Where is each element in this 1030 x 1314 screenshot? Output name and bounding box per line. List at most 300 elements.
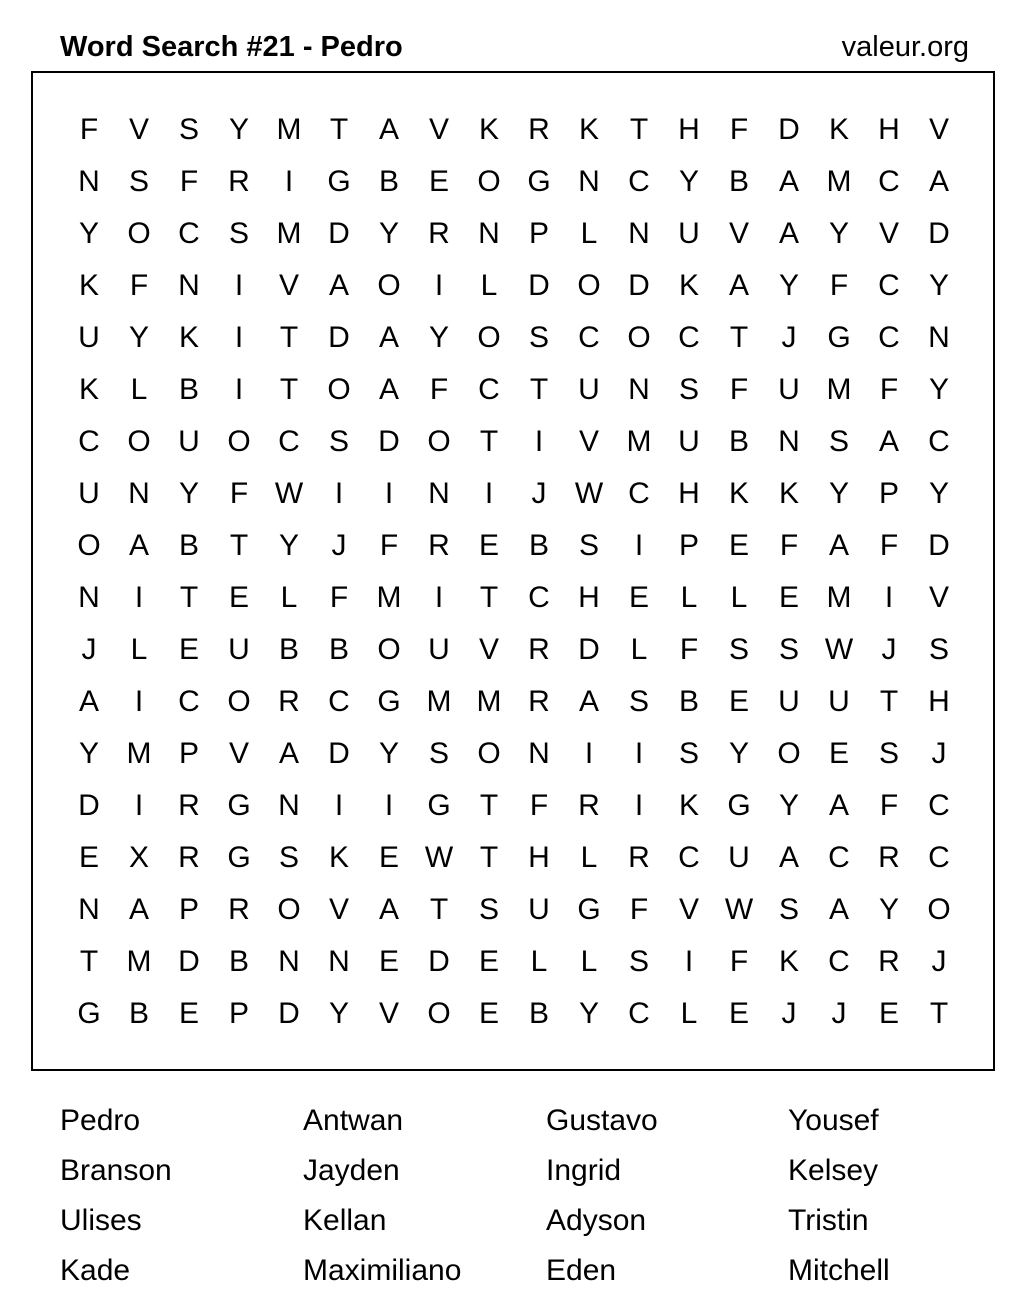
grid-cell[interactable]: U — [678, 425, 700, 458]
grid-cell[interactable]: J — [931, 737, 947, 770]
grid-cell[interactable]: G — [527, 165, 551, 198]
grid-cell[interactable]: K — [478, 113, 499, 146]
grid-cell[interactable]: E — [78, 841, 99, 874]
grid-cell[interactable]: Y — [778, 269, 799, 302]
grid-cell[interactable]: J — [81, 633, 97, 666]
grid-cell[interactable]: W — [724, 893, 754, 926]
grid-cell[interactable]: F — [729, 945, 749, 978]
grid-cell[interactable]: K — [778, 477, 799, 510]
grid-cell[interactable]: M — [826, 581, 852, 614]
grid-cell[interactable]: N — [428, 477, 450, 510]
grid-cell[interactable]: T — [479, 841, 499, 874]
grid-cell[interactable]: U — [528, 893, 550, 926]
grid-cell[interactable]: L — [530, 945, 548, 978]
grid-cell[interactable]: H — [678, 113, 700, 146]
grid-cell[interactable]: O — [227, 685, 251, 718]
grid-cell[interactable]: I — [484, 477, 494, 510]
grid-cell[interactable]: N — [128, 477, 150, 510]
grid-cell[interactable]: S — [928, 633, 949, 666]
grid-cell[interactable]: S — [428, 737, 449, 770]
grid-cell[interactable]: A — [778, 165, 799, 198]
grid-cell[interactable]: M — [426, 685, 452, 718]
grid-cell[interactable]: E — [478, 997, 499, 1030]
grid-cell[interactable]: R — [528, 113, 550, 146]
grid-cell[interactable]: O — [777, 737, 801, 770]
grid-cell[interactable]: R — [878, 945, 900, 978]
grid-cell[interactable]: C — [278, 425, 300, 458]
grid-cell[interactable]: O — [77, 529, 101, 562]
grid-cell[interactable]: G — [727, 789, 751, 822]
grid-cell[interactable]: I — [684, 945, 694, 978]
grid-cell[interactable]: Y — [928, 269, 949, 302]
grid-cell[interactable]: S — [778, 633, 799, 666]
grid-cell[interactable]: C — [878, 165, 900, 198]
grid-cell[interactable]: K — [728, 477, 749, 510]
grid-cell[interactable]: I — [434, 269, 444, 302]
grid-cell[interactable]: C — [178, 685, 200, 718]
grid-cell[interactable]: D — [778, 113, 800, 146]
grid-cell[interactable]: B — [178, 373, 199, 406]
grid-cell[interactable]: I — [134, 789, 144, 822]
grid-cell[interactable]: O — [427, 997, 451, 1030]
grid-cell[interactable]: E — [178, 997, 199, 1030]
grid-cell[interactable]: C — [828, 945, 850, 978]
grid-cell[interactable]: N — [78, 165, 100, 198]
grid-cell[interactable]: C — [628, 997, 650, 1030]
grid-cell[interactable]: R — [628, 841, 650, 874]
grid-cell[interactable]: F — [679, 633, 699, 666]
grid-cell[interactable]: R — [528, 633, 550, 666]
grid-cell[interactable]: D — [628, 269, 650, 302]
grid-cell[interactable]: S — [728, 633, 749, 666]
grid-cell[interactable]: Y — [128, 321, 149, 354]
grid-cell[interactable]: U — [228, 633, 250, 666]
grid-cell[interactable]: F — [379, 529, 399, 562]
grid-cell[interactable]: N — [578, 165, 600, 198]
grid-cell[interactable]: R — [528, 685, 550, 718]
grid-cell[interactable]: I — [134, 581, 144, 614]
grid-cell[interactable]: E — [378, 945, 399, 978]
grid-cell[interactable]: G — [327, 165, 351, 198]
grid-cell[interactable]: K — [578, 113, 599, 146]
grid-cell[interactable]: I — [334, 477, 344, 510]
grid-cell[interactable]: S — [628, 685, 649, 718]
grid-cell[interactable]: I — [434, 581, 444, 614]
grid-cell[interactable]: N — [778, 425, 800, 458]
grid-cell[interactable]: D — [428, 945, 450, 978]
grid-cell[interactable]: S — [128, 165, 149, 198]
grid-cell[interactable]: I — [634, 737, 644, 770]
grid-cell[interactable]: T — [629, 113, 649, 146]
grid-cell[interactable]: N — [928, 321, 950, 354]
grid-cell[interactable]: J — [531, 477, 547, 510]
grid-cell[interactable]: V — [578, 425, 599, 458]
grid-cell[interactable]: V — [478, 633, 499, 666]
grid-cell[interactable]: E — [428, 165, 449, 198]
grid-cell[interactable]: R — [428, 217, 450, 250]
grid-cell[interactable]: L — [680, 581, 698, 614]
grid-cell[interactable]: E — [778, 581, 799, 614]
grid-cell[interactable]: P — [878, 477, 899, 510]
grid-cell[interactable]: I — [634, 529, 644, 562]
grid-cell[interactable]: E — [728, 685, 749, 718]
grid-cell[interactable]: H — [678, 477, 700, 510]
grid-cell[interactable]: N — [478, 217, 500, 250]
grid-cell[interactable]: T — [479, 581, 499, 614]
grid-cell[interactable]: T — [429, 893, 449, 926]
grid-cell[interactable]: V — [428, 113, 449, 146]
grid-cell[interactable]: S — [478, 893, 499, 926]
grid-cell[interactable]: G — [577, 893, 601, 926]
grid-cell[interactable]: A — [928, 165, 949, 198]
grid-cell[interactable]: E — [228, 581, 249, 614]
grid-cell[interactable]: Y — [828, 477, 849, 510]
grid-cell[interactable]: P — [678, 529, 699, 562]
grid-cell[interactable]: F — [879, 373, 899, 406]
grid-cell[interactable]: F — [79, 113, 99, 146]
grid-cell[interactable]: D — [78, 789, 100, 822]
grid-cell[interactable]: P — [178, 737, 199, 770]
grid-cell[interactable]: E — [728, 997, 749, 1030]
grid-cell[interactable]: P — [178, 893, 199, 926]
grid-cell[interactable]: O — [927, 893, 951, 926]
grid-cell[interactable]: R — [428, 529, 450, 562]
grid-cell[interactable]: B — [378, 165, 399, 198]
grid-cell[interactable]: S — [678, 373, 699, 406]
grid-cell[interactable]: C — [928, 841, 950, 874]
grid-cell[interactable]: I — [134, 685, 144, 718]
grid-cell[interactable]: G — [427, 789, 451, 822]
grid-cell[interactable]: R — [228, 893, 250, 926]
grid-cell[interactable]: A — [828, 789, 849, 822]
grid-cell[interactable]: D — [528, 269, 550, 302]
grid-cell[interactable]: F — [729, 113, 749, 146]
grid-cell[interactable]: C — [628, 477, 650, 510]
grid-cell[interactable]: G — [77, 997, 101, 1030]
grid-cell[interactable]: I — [534, 425, 544, 458]
grid-cell[interactable]: K — [178, 321, 199, 354]
grid-cell[interactable]: R — [878, 841, 900, 874]
grid-cell[interactable]: I — [634, 789, 644, 822]
grid-cell[interactable]: I — [384, 789, 394, 822]
grid-cell[interactable]: S — [678, 737, 699, 770]
grid-cell[interactable]: N — [78, 893, 100, 926]
grid-cell[interactable]: I — [234, 321, 244, 354]
grid-cell[interactable]: Y — [278, 529, 299, 562]
grid-cell[interactable]: M — [276, 113, 302, 146]
grid-cell[interactable]: S — [528, 321, 549, 354]
grid-cell[interactable]: H — [928, 685, 950, 718]
grid-cell[interactable]: M — [826, 373, 852, 406]
grid-cell[interactable]: C — [878, 269, 900, 302]
grid-cell[interactable]: B — [228, 945, 249, 978]
grid-cell[interactable]: J — [781, 997, 797, 1030]
grid-cell[interactable]: X — [128, 841, 149, 874]
grid-cell[interactable]: I — [334, 789, 344, 822]
grid-cell[interactable]: A — [778, 217, 799, 250]
grid-cell[interactable]: F — [179, 165, 199, 198]
grid-cell[interactable]: F — [829, 269, 849, 302]
grid-cell[interactable]: U — [78, 321, 100, 354]
grid-cell[interactable]: V — [278, 269, 299, 302]
grid-cell[interactable]: M — [476, 685, 502, 718]
grid-cell[interactable]: M — [126, 945, 152, 978]
grid-cell[interactable]: D — [578, 633, 600, 666]
grid-cell[interactable]: L — [730, 581, 748, 614]
grid-cell[interactable]: Y — [928, 477, 949, 510]
grid-cell[interactable]: Y — [78, 737, 99, 770]
grid-cell[interactable]: S — [878, 737, 899, 770]
grid-cell[interactable]: K — [678, 789, 699, 822]
grid-cell[interactable]: B — [278, 633, 299, 666]
grid-cell[interactable]: D — [328, 321, 350, 354]
grid-cell[interactable]: A — [828, 893, 849, 926]
grid-cell[interactable]: M — [276, 217, 302, 250]
grid-cell[interactable]: S — [328, 425, 349, 458]
grid-cell[interactable]: Y — [328, 997, 349, 1030]
grid-cell[interactable]: U — [728, 841, 750, 874]
grid-cell[interactable]: F — [729, 373, 749, 406]
grid-cell[interactable]: K — [778, 945, 799, 978]
grid-cell[interactable]: F — [879, 789, 899, 822]
grid-cell[interactable]: B — [528, 997, 549, 1030]
grid-cell[interactable]: A — [128, 893, 149, 926]
grid-cell[interactable]: I — [584, 737, 594, 770]
grid-cell[interactable]: M — [626, 425, 652, 458]
grid-cell[interactable]: Y — [378, 217, 399, 250]
grid-cell[interactable]: Y — [78, 217, 99, 250]
grid-cell[interactable]: F — [229, 477, 249, 510]
grid-cell[interactable]: N — [628, 217, 650, 250]
grid-cell[interactable]: R — [578, 789, 600, 822]
grid-cell[interactable]: A — [378, 321, 399, 354]
grid-cell[interactable]: A — [128, 529, 149, 562]
grid-cell[interactable]: O — [627, 321, 651, 354]
grid-cell[interactable]: I — [284, 165, 294, 198]
grid-cell[interactable]: T — [929, 997, 949, 1030]
grid-cell[interactable]: B — [728, 165, 749, 198]
grid-cell[interactable]: V — [728, 217, 749, 250]
grid-cell[interactable]: D — [278, 997, 300, 1030]
grid-cell[interactable]: E — [178, 633, 199, 666]
grid-cell[interactable]: L — [130, 633, 148, 666]
grid-cell[interactable]: R — [278, 685, 300, 718]
grid-cell[interactable]: N — [628, 373, 650, 406]
grid-cell[interactable]: K — [328, 841, 349, 874]
grid-cell[interactable]: Y — [678, 165, 699, 198]
grid-cell[interactable]: S — [828, 425, 849, 458]
grid-cell[interactable]: F — [129, 269, 149, 302]
grid-cell[interactable]: V — [678, 893, 699, 926]
grid-cell[interactable]: T — [279, 373, 299, 406]
grid-cell[interactable]: D — [178, 945, 200, 978]
grid-cell[interactable]: I — [234, 269, 244, 302]
grid-cell[interactable]: K — [678, 269, 699, 302]
grid-cell[interactable]: N — [278, 789, 300, 822]
grid-cell[interactable]: Y — [928, 373, 949, 406]
grid-cell[interactable]: O — [127, 217, 151, 250]
grid-cell[interactable]: O — [377, 269, 401, 302]
grid-cell[interactable]: L — [680, 997, 698, 1030]
grid-cell[interactable]: L — [630, 633, 648, 666]
grid-cell[interactable]: F — [879, 529, 899, 562]
grid-cell[interactable]: C — [78, 425, 100, 458]
grid-cell[interactable]: E — [378, 841, 399, 874]
grid-cell[interactable]: H — [528, 841, 550, 874]
grid-cell[interactable]: R — [178, 841, 200, 874]
grid-cell[interactable]: C — [878, 321, 900, 354]
grid-cell[interactable]: G — [227, 841, 251, 874]
grid-cell[interactable]: B — [678, 685, 699, 718]
grid-cell[interactable]: A — [728, 269, 749, 302]
grid-cell[interactable]: T — [529, 373, 549, 406]
grid-cell[interactable]: T — [879, 685, 899, 718]
grid-cell[interactable]: U — [428, 633, 450, 666]
grid-cell[interactable]: M — [826, 165, 852, 198]
grid-cell[interactable]: E — [878, 997, 899, 1030]
grid-cell[interactable]: T — [229, 529, 249, 562]
grid-cell[interactable]: L — [580, 217, 598, 250]
grid-cell[interactable]: I — [884, 581, 894, 614]
grid-cell[interactable]: Y — [878, 893, 899, 926]
grid-cell[interactable]: Y — [828, 217, 849, 250]
grid-cell[interactable]: Y — [428, 321, 449, 354]
grid-cell[interactable]: J — [331, 529, 347, 562]
grid-cell[interactable]: O — [377, 633, 401, 666]
grid-cell[interactable]: N — [328, 945, 350, 978]
grid-cell[interactable]: J — [781, 321, 797, 354]
grid-cell[interactable]: I — [234, 373, 244, 406]
grid-cell[interactable]: Y — [378, 737, 399, 770]
grid-cell[interactable]: O — [327, 373, 351, 406]
grid-cell[interactable]: A — [378, 373, 399, 406]
grid-cell[interactable]: G — [227, 789, 251, 822]
grid-cell[interactable]: A — [378, 113, 399, 146]
grid-cell[interactable]: S — [628, 945, 649, 978]
grid-cell[interactable]: K — [828, 113, 849, 146]
grid-cell[interactable]: E — [728, 529, 749, 562]
grid-cell[interactable]: V — [228, 737, 249, 770]
grid-cell[interactable]: C — [678, 841, 700, 874]
grid-cell[interactable]: W — [274, 477, 304, 510]
grid-cell[interactable]: L — [580, 945, 598, 978]
grid-cell[interactable]: N — [528, 737, 550, 770]
grid-cell[interactable]: C — [478, 373, 500, 406]
grid-cell[interactable]: T — [729, 321, 749, 354]
grid-cell[interactable]: V — [928, 581, 949, 614]
grid-cell[interactable]: B — [128, 997, 149, 1030]
grid-cell[interactable]: W — [824, 633, 854, 666]
grid-cell[interactable]: M — [376, 581, 402, 614]
grid-cell[interactable]: E — [828, 737, 849, 770]
grid-cell[interactable]: S — [178, 113, 199, 146]
grid-cell[interactable]: I — [384, 477, 394, 510]
grid-cell[interactable]: K — [78, 373, 99, 406]
grid-cell[interactable]: Y — [578, 997, 599, 1030]
grid-cell[interactable]: T — [329, 113, 349, 146]
grid-cell[interactable]: F — [529, 789, 549, 822]
grid-cell[interactable]: D — [328, 217, 350, 250]
grid-cell[interactable]: T — [479, 789, 499, 822]
grid-cell[interactable]: L — [480, 269, 498, 302]
grid-cell[interactable]: C — [628, 165, 650, 198]
grid-cell[interactable]: O — [477, 165, 501, 198]
grid-cell[interactable]: L — [130, 373, 148, 406]
grid-cell[interactable]: S — [278, 841, 299, 874]
grid-cell[interactable]: C — [828, 841, 850, 874]
grid-cell[interactable]: C — [928, 425, 950, 458]
grid-cell[interactable]: A — [328, 269, 349, 302]
grid-cell[interactable]: U — [828, 685, 850, 718]
grid-cell[interactable]: V — [328, 893, 349, 926]
grid-cell[interactable]: J — [831, 997, 847, 1030]
grid-cell[interactable]: U — [178, 425, 200, 458]
grid-cell[interactable]: E — [478, 529, 499, 562]
grid-cell[interactable]: V — [378, 997, 399, 1030]
grid-cell[interactable]: B — [178, 529, 199, 562]
grid-cell[interactable]: A — [878, 425, 899, 458]
grid-cell[interactable]: C — [928, 789, 950, 822]
grid-cell[interactable]: U — [78, 477, 100, 510]
grid-cell[interactable]: O — [477, 737, 501, 770]
grid-cell[interactable]: F — [329, 581, 349, 614]
grid-cell[interactable]: J — [931, 945, 947, 978]
grid-cell[interactable]: S — [578, 529, 599, 562]
grid-cell[interactable]: N — [78, 581, 100, 614]
grid-cell[interactable]: M — [126, 737, 152, 770]
grid-cell[interactable]: T — [79, 945, 99, 978]
grid-cell[interactable]: C — [528, 581, 550, 614]
grid-cell[interactable]: G — [827, 321, 851, 354]
grid-cell[interactable]: D — [928, 217, 950, 250]
grid-cell[interactable]: O — [577, 269, 601, 302]
grid-cell[interactable]: L — [580, 841, 598, 874]
grid-cell[interactable]: P — [228, 997, 249, 1030]
grid-cell[interactable]: F — [629, 893, 649, 926]
grid-cell[interactable]: O — [277, 893, 301, 926]
grid-cell[interactable]: U — [578, 373, 600, 406]
grid-cell[interactable]: F — [779, 529, 799, 562]
grid-cell[interactable]: Y — [778, 789, 799, 822]
grid-cell[interactable]: N — [178, 269, 200, 302]
grid-cell[interactable]: A — [278, 737, 299, 770]
grid-cell[interactable]: U — [778, 373, 800, 406]
grid-cell[interactable]: O — [127, 425, 151, 458]
grid-cell[interactable]: W — [574, 477, 604, 510]
grid-cell[interactable]: V — [128, 113, 149, 146]
grid-cell[interactable]: O — [227, 425, 251, 458]
grid-cell[interactable]: J — [881, 633, 897, 666]
grid-cell[interactable]: O — [477, 321, 501, 354]
grid-cell[interactable]: Y — [228, 113, 249, 146]
grid-cell[interactable]: H — [578, 581, 600, 614]
grid-cell[interactable]: N — [278, 945, 300, 978]
grid-cell[interactable]: T — [279, 321, 299, 354]
grid-cell[interactable]: V — [878, 217, 899, 250]
grid-cell[interactable]: T — [479, 425, 499, 458]
grid-cell[interactable]: L — [280, 581, 298, 614]
grid-cell[interactable]: R — [228, 165, 250, 198]
grid-cell[interactable]: C — [578, 321, 600, 354]
grid-cell[interactable]: B — [328, 633, 349, 666]
grid-cell[interactable]: A — [778, 841, 799, 874]
grid-cell[interactable]: A — [828, 529, 849, 562]
grid-cell[interactable]: B — [728, 425, 749, 458]
grid-cell[interactable]: C — [328, 685, 350, 718]
grid-cell[interactable]: S — [778, 893, 799, 926]
grid-cell[interactable]: T — [179, 581, 199, 614]
grid-cell[interactable]: E — [478, 945, 499, 978]
